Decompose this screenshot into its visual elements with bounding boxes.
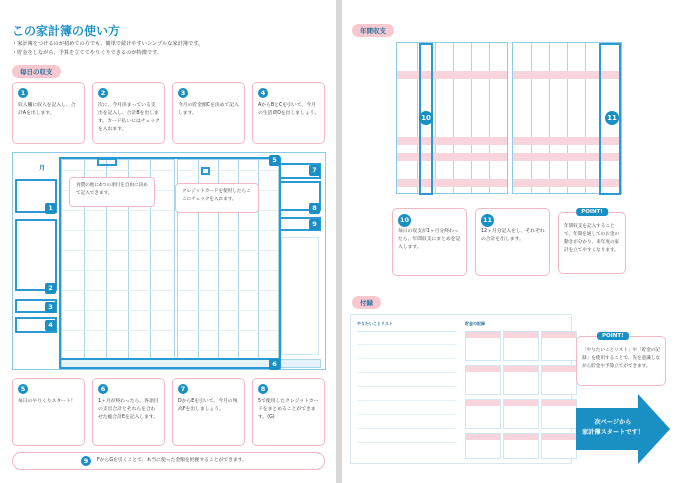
wishlist-lines: [357, 331, 457, 459]
step-number: 8: [258, 384, 268, 394]
point-label: POINT!: [576, 208, 608, 216]
left-page: [0, 0, 336, 483]
appendix-savings-title: 貯金の記録: [465, 321, 485, 326]
annual-label-10: 10: [419, 111, 433, 125]
memo-area: [281, 237, 319, 355]
step-text: AからBとCを引いて、今月の生活費Dを出しましょう。: [258, 103, 320, 116]
step-number: 9: [81, 456, 91, 466]
annual-label-11: 11: [605, 111, 619, 125]
total-row-outline: [59, 358, 281, 369]
step-text: 次に、今月決まっている支出を記入し、合計Bを出します。カード払いにはチェックを入れます。: [98, 103, 160, 132]
intro-line-1: ・家計簿をつけるのが初めての方でも、簡単で続けやすいシンプルな家計簿です。: [12, 41, 204, 47]
step-card-4: [252, 82, 325, 144]
point-box-appendix: [576, 333, 666, 386]
fixed-expense-block: [15, 219, 57, 291]
step-text: 毎日のやりくりスタート！: [18, 399, 76, 404]
point-text: 「やりたいことリスト」や「貯金の記録」を使用することで、先を意識しながら貯金や予算立てができます。: [582, 348, 661, 369]
badge-7: 7: [309, 165, 320, 176]
card-check-highlight: [201, 167, 210, 175]
step-number: 4: [258, 88, 268, 98]
step-number: 5: [18, 384, 28, 394]
next-page-line-2: 家計簿スタートです！: [582, 429, 644, 436]
step-card-6: [92, 378, 165, 446]
section-tag-annual: 年間収支: [352, 24, 394, 37]
appendix-wishlist-title: やりたいことリスト: [357, 321, 393, 326]
step-text: 12ヶ月分記入をし、それぞれの合計を出します。: [481, 229, 545, 242]
point-label: POINT!: [597, 332, 629, 340]
right-page: [342, 0, 679, 483]
step-card-11: [475, 208, 550, 276]
step-card-1: [12, 82, 85, 144]
intro-line-2: ・貯金をしながら、予算を立ててやりくりできるのが特徴です。: [12, 49, 163, 56]
callout-custom-items: 食費の他に4つの項目を自由に決めて記入できます。: [69, 177, 155, 207]
next-page-line-1: 次ページから: [594, 419, 632, 426]
month-label: 月: [39, 165, 46, 172]
step-text: 収入欄に収入を記入し、合計Aを出します。: [18, 103, 76, 116]
callout-credit-check: クレジットカードを使用したらここにチェックを入れます。: [175, 183, 259, 213]
step-number: 10: [398, 214, 411, 227]
daily-sheet-preview: [12, 152, 326, 370]
badge-6: 6: [269, 359, 280, 370]
section-tag-appendix: 付録: [352, 296, 381, 309]
step-text: DからEを引いて、今月の残高Fを出しましょう。: [178, 399, 238, 412]
step-number: 11: [481, 214, 494, 227]
step-number: 6: [98, 384, 108, 394]
step-number: 7: [178, 384, 188, 394]
annual-sheet-right: [512, 42, 622, 194]
point-text: 年間収支を記入することで、年間を通してのお金の動きが分かり、来年度の家計を立てやすくなります。: [564, 224, 620, 253]
page-title: この家計簿の使い方: [12, 24, 121, 38]
step-card-3: [172, 82, 245, 144]
appendix-preview: [350, 314, 572, 464]
step-number: 2: [98, 88, 108, 98]
step-text: 5で使用したクレジットカードをまとめることができます。(G): [258, 399, 319, 420]
step-card-2: [92, 82, 165, 144]
footer-note: [12, 452, 325, 470]
badge-8: 8: [309, 203, 320, 214]
step-card-5: [12, 378, 85, 446]
step-text: 毎日の収支が1ヶ月分終わったら、年間収支にまとめを記入します。: [398, 229, 461, 250]
point-box-annual: [558, 209, 626, 274]
footer-text: FからGを引くことで、本当に使った金額を把握することができます。: [97, 458, 247, 463]
step-number: 3: [178, 88, 188, 98]
intro-text: [12, 40, 203, 57]
badge-1: 1: [45, 203, 56, 214]
badge-2: 2: [45, 283, 56, 294]
next-page-text: [582, 418, 644, 438]
step-card-7: [172, 378, 245, 446]
badge-3: 3: [45, 302, 56, 313]
badge-5: 5: [269, 155, 280, 166]
step-text: 今月の貯金額Cを決めて記入します。: [178, 103, 239, 116]
badge-9: 9: [309, 219, 320, 230]
badge-4: 4: [45, 320, 56, 331]
step-number: 1: [18, 88, 28, 98]
step-text: 1ヶ月が終わったら、各項目の支出合計とそれらを合わせた総合計Eを記入します。: [98, 399, 159, 420]
step-card-10: [392, 208, 467, 276]
step-card-8: [252, 378, 325, 446]
annual-sheet-left: [396, 42, 508, 194]
header-highlight: [97, 158, 117, 166]
section-tag-daily: 毎日の収支: [12, 65, 61, 78]
